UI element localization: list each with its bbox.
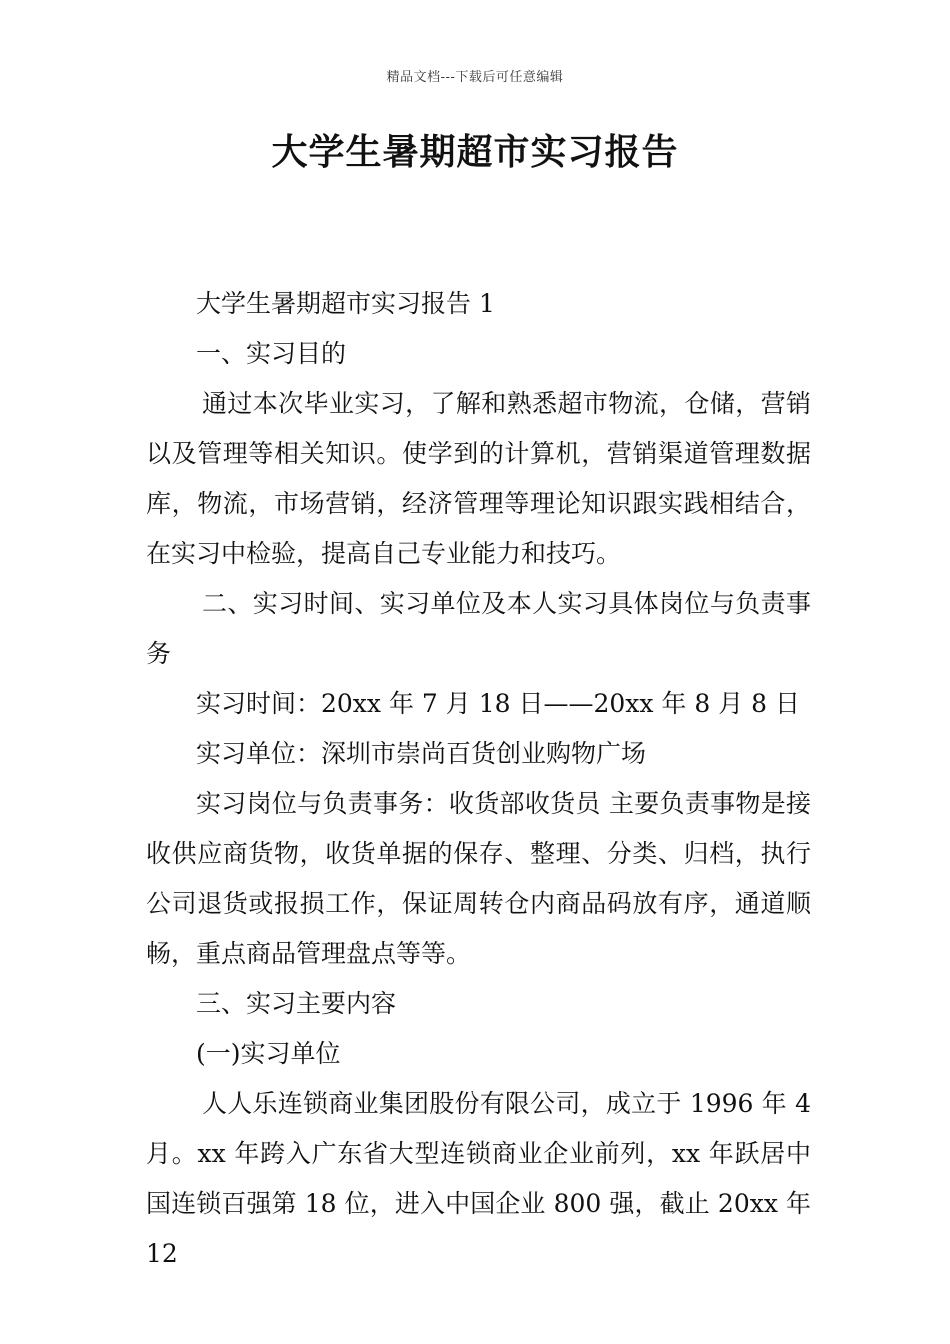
paragraph-intern-duty: 实习岗位与负责事务：收货部收货员 主要负责事物是接收供应商货物，收货单据的保存、整理、分类、归档，执行公司退货或报损工作，保证周转仓内商品码放有序，通道顺畅，重点商品管理盘点等等。 bbox=[146, 789, 811, 968]
paragraph: 通过本次毕业实习，了解和熟悉超市物流，仓储，营销以及管理等相关知识。使学到的计算机，营销渠道管理数据库，物流，市场营销，经济管理等理论知识跟实践相结合，在实习中检验，提高自己专业能力和技巧。 bbox=[146, 389, 811, 568]
section-heading: 三、实习主要内容 bbox=[196, 989, 397, 1018]
paragraph-intern-unit: 实习单位：深圳市崇尚百货创业购物广场 bbox=[196, 739, 647, 768]
section-heading: 二、实习时间、实习单位及本人实习具体岗位与负责事务 bbox=[146, 589, 811, 668]
paragraph: 人人乐连锁商业集团股份有限公司，成立于 1996 年 4 月。xx 年跨入广东省大型连锁商业企业前列，xx 年跃居中国连锁百强第 18 位，进入中国企业 800 强，截止 20xx 年 12 bbox=[146, 1089, 811, 1268]
document-body bbox=[146, 279, 811, 1279]
paragraph-sub-title: 大学生暑期超市实习报告 1 bbox=[196, 289, 495, 318]
document-title: 大学生暑期超市实习报告 bbox=[271, 132, 679, 173]
section-heading: 一、实习目的 bbox=[196, 339, 347, 368]
header-note: 精品文档---下载后可任意编辑 bbox=[386, 70, 564, 85]
paragraph-intern-time: 实习时间：20xx 年 7 月 18 日——20xx 年 8 月 8 日 bbox=[196, 689, 801, 718]
subsection-heading: (一)实习单位 bbox=[196, 1039, 341, 1068]
